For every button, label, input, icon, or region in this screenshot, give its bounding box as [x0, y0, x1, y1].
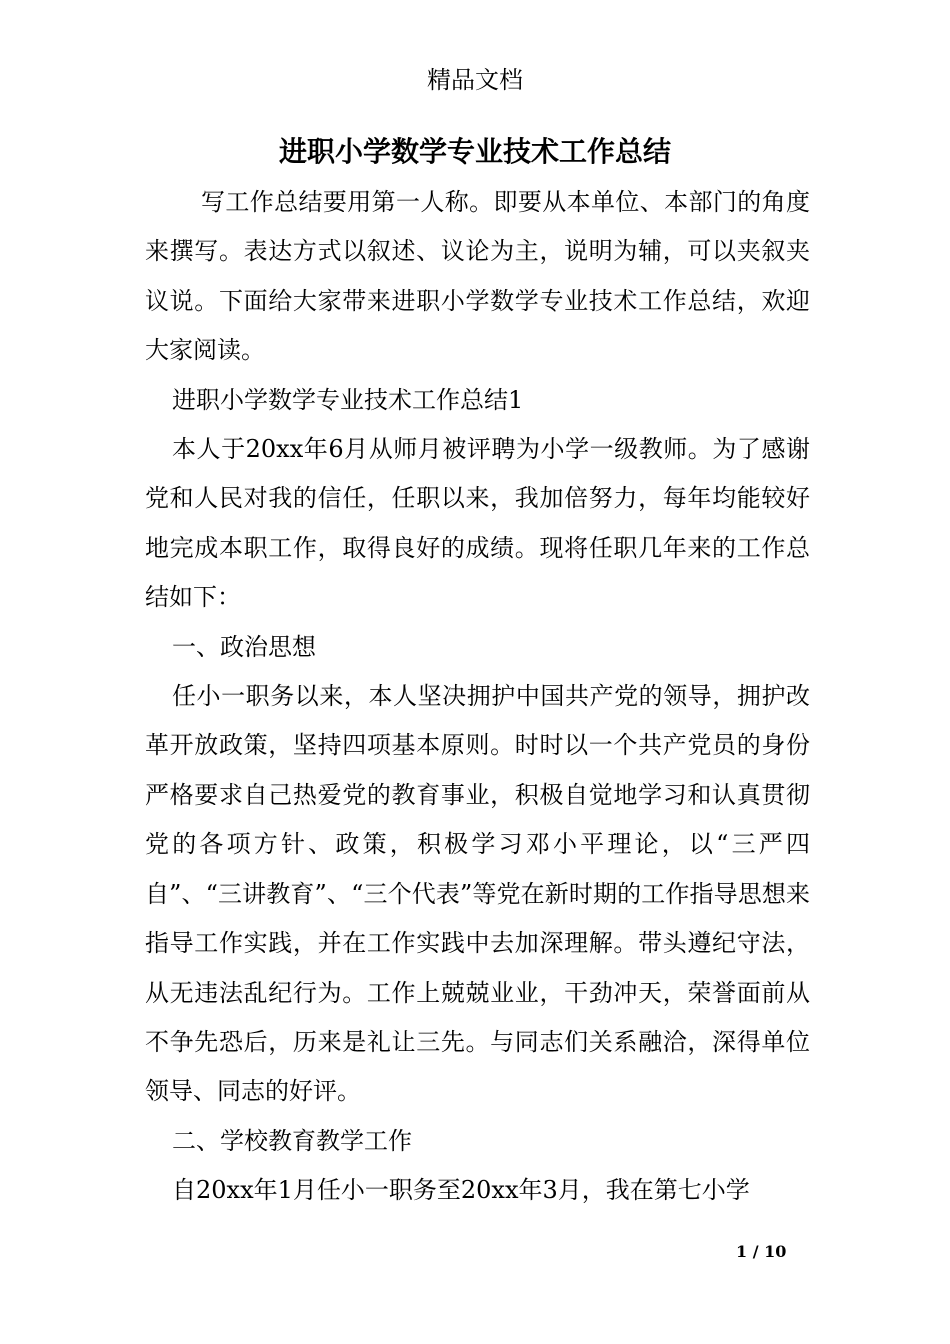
- document-title: 进职小学数学专业技术工作总结: [278, 135, 671, 168]
- section-heading: 一、政治思想: [172, 632, 316, 661]
- section-heading: 进职小学数学专业技术工作总结1: [172, 385, 524, 414]
- section-heading: 二、学校教育教学工作: [172, 1126, 412, 1155]
- body-paragraph: 自20xx年1月任小一职务至20xx年3月，我在第七小学: [172, 1176, 750, 1205]
- body-paragraph: 任小一职务以来，本人坚决拥护中国共产党的领导，拥护改革开放政策，坚持四项基本原则。时时以一个共产党员的身份严格要求自己热爱党的教育事业，积极自觉地学习和认真贯彻党的各项方针、政策，积极学习邓小平理论，以“三严四自”、“三讲教育”、“三个代表”等党在新时期的工作指导思想来指导工作实践，并在工作实践中去加深理解。带头遵纪守法，从无违法乱纪行为。工作上兢兢业业，干劲冲天，荣誉面前从不争先恐后，历来是礼让三先。与同志们关系融洽，深得单位领导、同志的好评。: [145, 682, 810, 1106]
- page-number: 1 / 10: [736, 1242, 787, 1261]
- body-paragraph: 本人于20xx年6月从师月被评聘为小学一级教师。为了感谢党和人民对我的信任，任职以来，我加倍努力，每年均能较好地完成本职工作，取得良好的成绩。现将任职几年来的工作总结如下：: [145, 435, 810, 612]
- intro-paragraph: 写工作总结要用第一人称。即要从本单位、本部门的角度来撰写。表达方式以叙述、议论为主，说明为辅，可以夹叙夹议说。下面给大家带来进职小学数学专业技术工作总结，欢迎大家阅读。: [145, 188, 810, 365]
- document-body: [145, 178, 810, 1216]
- page-header: 精品文档: [427, 66, 523, 94]
